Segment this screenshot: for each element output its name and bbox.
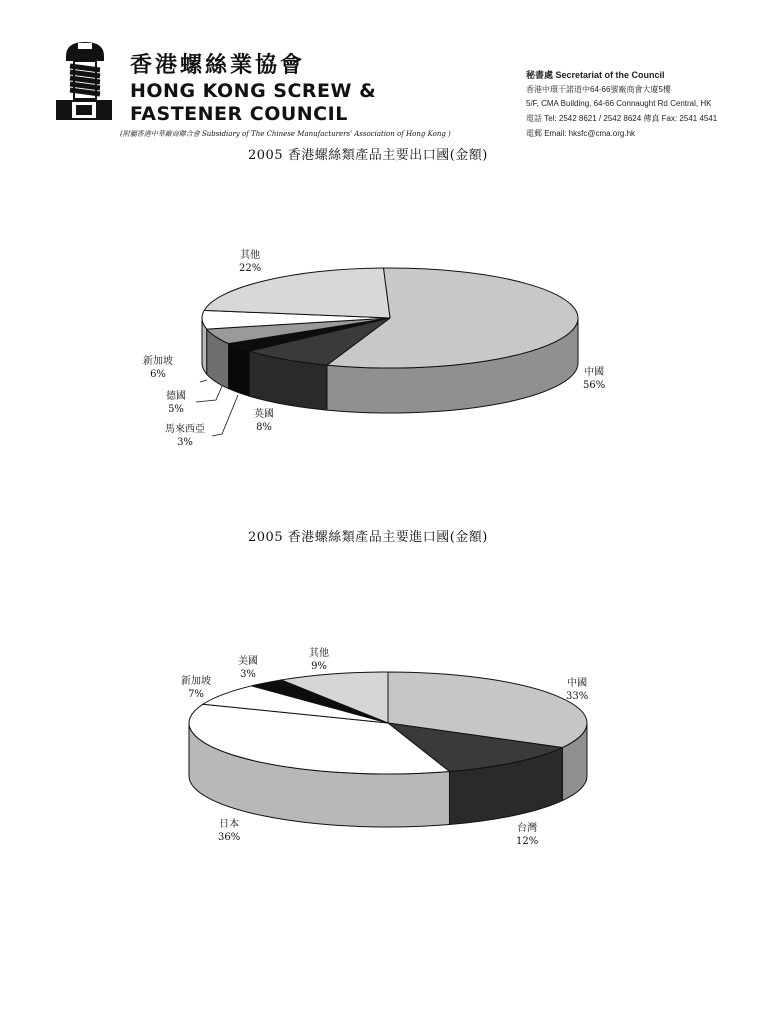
import-label-others-value: 9% bbox=[311, 661, 327, 672]
import-label-japan-name: 日本 bbox=[219, 819, 240, 830]
import-label-taiwan-name: 台灣 bbox=[517, 823, 538, 834]
import-label-usa-value: 3% bbox=[240, 669, 256, 680]
org-name-english-line2: FASTENER COUNCIL bbox=[130, 103, 348, 125]
export-label-others bbox=[239, 249, 261, 275]
import-label-usa-name: 美國 bbox=[238, 656, 258, 667]
export-label-malaysia-value: 3% bbox=[177, 437, 193, 448]
export-label-singapore-name: 新加坡 bbox=[143, 356, 173, 367]
import-chart-title: 2005 香港螺絲類產品主要進口國(金額) bbox=[248, 530, 488, 545]
import-label-singapore-value: 7% bbox=[188, 689, 204, 700]
org-subsidiary-note: (附屬香港中華廠商聯合會 Subsidiary of The Chinese Manufacturers' Association of Hong Kong ) bbox=[120, 130, 451, 138]
export-label-germany bbox=[166, 390, 186, 416]
export-label-singapore-value: 6% bbox=[150, 369, 166, 380]
export-label-malaysia-name: 馬來西亞 bbox=[165, 424, 205, 435]
export-label-china-name: 中國 bbox=[584, 367, 605, 378]
export-label-germany-name: 德國 bbox=[166, 391, 186, 402]
import-label-others-name: 其他 bbox=[309, 648, 329, 659]
export-label-china bbox=[583, 366, 605, 392]
address-english: 5/F, CMA Building, 64-66 Connaught Rd Central, HK bbox=[526, 99, 712, 108]
import-label-singapore bbox=[181, 675, 211, 701]
import-label-others bbox=[309, 647, 329, 673]
org-name-chinese: 香港螺絲業協會 bbox=[130, 53, 306, 78]
export-label-malaysia bbox=[165, 423, 205, 449]
export-chart-title: 2005 香港螺絲類產品主要出口國(金額) bbox=[248, 148, 488, 163]
export-label-uk-name: 英國 bbox=[254, 409, 274, 420]
import-label-taiwan bbox=[516, 822, 538, 848]
import-label-usa bbox=[238, 655, 258, 681]
org-name-english-line1: HONG KONG SCREW & bbox=[130, 80, 377, 102]
import-label-china-value: 33% bbox=[566, 691, 589, 702]
import-label-japan bbox=[218, 818, 240, 844]
export-label-china-value: 56% bbox=[583, 380, 606, 391]
address-chinese: 香港中環干諾道中64-66號廠商會大廈5樓 bbox=[526, 85, 671, 94]
phone-fax: 電話 Tel: 2542 8621 / 2542 8624 傳真 Fax: 2541 4541 bbox=[526, 114, 718, 123]
secretariat-heading: 秘書處 Secretariat of the Council bbox=[526, 70, 665, 80]
export-label-uk bbox=[254, 408, 274, 434]
export-label-others-name: 其他 bbox=[240, 250, 261, 261]
email: 電郵 Email: hksfc@cma.org.hk bbox=[526, 129, 636, 138]
import-label-japan-value: 36% bbox=[218, 832, 241, 843]
import-label-taiwan-value: 12% bbox=[516, 836, 539, 847]
export-label-uk-value: 8% bbox=[256, 422, 272, 433]
import-label-china-name: 中國 bbox=[567, 678, 588, 689]
import-label-china bbox=[566, 677, 588, 703]
import-label-singapore-name: 新加坡 bbox=[181, 676, 211, 687]
export-label-germany-value: 5% bbox=[168, 404, 184, 415]
export-label-singapore bbox=[143, 355, 173, 381]
export-label-others-value: 22% bbox=[239, 263, 262, 274]
